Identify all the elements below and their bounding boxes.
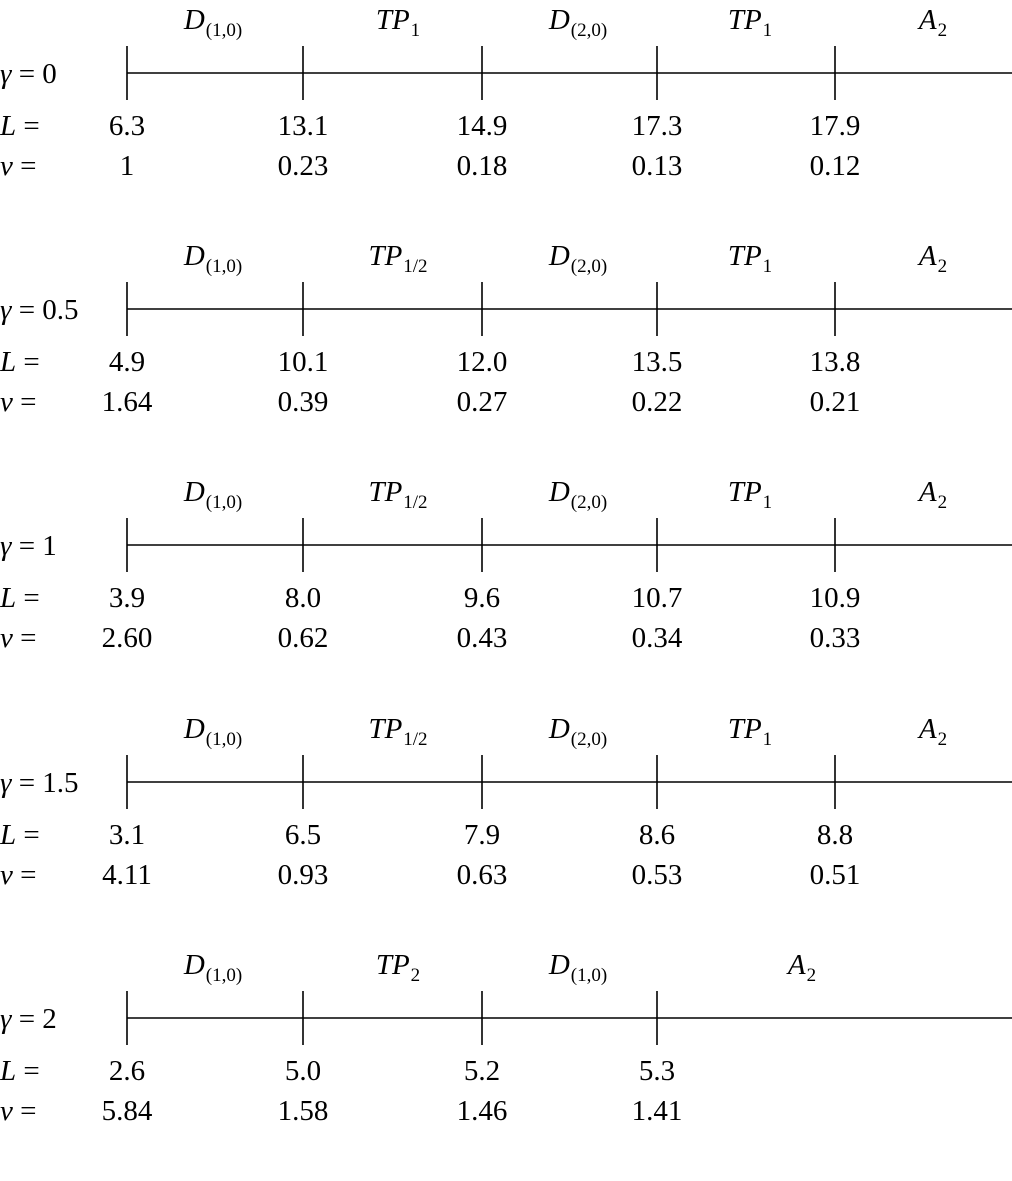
L-value: 7.9 — [463, 819, 501, 851]
nu-value: 0.27 — [456, 386, 508, 418]
phase-subscript: 1 — [762, 20, 773, 41]
equals-sign: = — [16, 1055, 40, 1087]
phase-name: D — [183, 4, 205, 36]
phase-subscript: (2,0) — [570, 492, 608, 513]
L-symbol: L — [0, 582, 17, 614]
L-symbol: L — [0, 819, 17, 851]
gamma-symbol: γ — [0, 767, 12, 799]
L-value: 8.0 — [284, 582, 322, 614]
phase-subscript: (2,0) — [570, 256, 608, 277]
nu-value: 0.62 — [277, 622, 329, 654]
nu-symbol: ν — [0, 150, 13, 182]
nu-row-label — [0, 624, 36, 653]
equals-sign: = — [16, 110, 40, 142]
L-value: 10.7 — [631, 582, 683, 614]
nu-value: 1.41 — [631, 1095, 683, 1127]
nu-value: 0.51 — [809, 859, 861, 891]
phase-name: D — [183, 240, 205, 272]
L-value: 8.6 — [638, 819, 676, 851]
phase-subscript: 1 — [410, 20, 421, 41]
nu-value: 0.63 — [456, 859, 508, 891]
nu-symbol: ν — [0, 1095, 13, 1127]
phase-subscript: 2 — [410, 965, 421, 986]
L-value: 17.3 — [631, 110, 683, 142]
phase-subscript: (2,0) — [570, 729, 608, 750]
phase-axis — [0, 709, 1012, 945]
phase-name: A — [918, 240, 937, 272]
L-value: 13.5 — [631, 346, 683, 378]
phase-subscript: 1/2 — [403, 729, 428, 750]
nu-symbol: ν — [0, 622, 13, 654]
phase-subscript: (1,0) — [205, 492, 243, 513]
gamma-value: 0 — [42, 58, 57, 90]
nu-value: 0.12 — [809, 150, 861, 182]
phase-name: D — [548, 713, 570, 745]
nu-value: 0.33 — [809, 622, 861, 654]
phase-subscript: 2 — [937, 729, 948, 750]
nu-symbol: ν — [0, 386, 13, 418]
phase-name: TP — [727, 240, 762, 272]
L-value: 14.9 — [456, 110, 508, 142]
gamma-panel — [0, 236, 1012, 472]
phase-subscript: (1,0) — [205, 20, 243, 41]
equals-sign: = — [11, 294, 43, 326]
phase-name: A — [918, 4, 937, 36]
nu-row-label — [0, 1097, 36, 1126]
gamma-symbol: γ — [0, 58, 12, 90]
gamma-symbol: γ — [0, 294, 12, 326]
nu-value: 1 — [119, 150, 135, 182]
L-value: 17.9 — [809, 110, 861, 142]
phase-name: D — [548, 949, 570, 981]
L-row-label — [0, 348, 40, 377]
L-value: 9.6 — [463, 582, 501, 614]
phase-subscript: 1/2 — [403, 256, 428, 277]
L-value: 13.1 — [277, 110, 329, 142]
phase-subscript: (1,0) — [205, 256, 243, 277]
nu-row-label — [0, 152, 36, 181]
equals-sign: = — [12, 150, 37, 182]
phase-subscript: 2 — [806, 965, 817, 986]
nu-value: 0.21 — [809, 386, 861, 418]
equals-sign: = — [16, 582, 40, 614]
nu-value: 0.93 — [277, 859, 329, 891]
phase-name: A — [918, 713, 937, 745]
gamma-panel — [0, 0, 1012, 236]
nu-value: 1.58 — [277, 1095, 329, 1127]
nu-value: 4.11 — [102, 859, 152, 891]
equals-sign: = — [11, 767, 43, 799]
phase-name: D — [548, 240, 570, 272]
L-value: 5.3 — [638, 1055, 676, 1087]
phase-name: D — [183, 476, 205, 508]
nu-value: 0.43 — [456, 622, 508, 654]
phase-name: D — [183, 713, 205, 745]
L-symbol: L — [0, 346, 17, 378]
phase-subscript: (1,0) — [205, 965, 243, 986]
phase-name: TP — [368, 240, 403, 272]
L-value: 3.9 — [108, 582, 146, 614]
nu-symbol: ν — [0, 859, 13, 891]
phase-subscript: (1,0) — [570, 965, 608, 986]
phase-name: A — [787, 949, 806, 981]
L-value: 10.9 — [809, 582, 861, 614]
nu-value: 0.53 — [631, 859, 683, 891]
L-symbol: L — [0, 1055, 17, 1087]
phase-name: TP — [375, 4, 410, 36]
phase-subscript: 2 — [937, 20, 948, 41]
phase-name: A — [918, 476, 937, 508]
phase-name: TP — [375, 949, 410, 981]
gamma-value: 0.5 — [42, 294, 79, 326]
L-row-label — [0, 821, 40, 850]
nu-value: 0.23 — [277, 150, 329, 182]
phase-subscript: (2,0) — [570, 20, 608, 41]
nu-value: 1.64 — [101, 386, 153, 418]
gamma-panel — [0, 709, 1012, 945]
phase-name: TP — [727, 476, 762, 508]
gamma-symbol: γ — [0, 1003, 12, 1035]
L-row-label — [0, 112, 40, 141]
L-value: 10.1 — [277, 346, 329, 378]
L-value: 4.9 — [108, 346, 146, 378]
phase-subscript: 1/2 — [403, 492, 428, 513]
L-value: 8.8 — [816, 819, 854, 851]
phase-name: D — [548, 476, 570, 508]
L-value: 3.1 — [108, 819, 146, 851]
phase-subscript: (1,0) — [205, 729, 243, 750]
nu-value: 0.18 — [456, 150, 508, 182]
nu-value: 0.34 — [631, 622, 683, 654]
equals-sign: = — [12, 1095, 37, 1127]
L-row-label — [0, 1057, 40, 1086]
nu-value: 0.13 — [631, 150, 683, 182]
L-value: 6.5 — [284, 819, 322, 851]
L-value: 5.0 — [284, 1055, 322, 1087]
phase-subscript: 1 — [762, 492, 773, 513]
equals-sign: = — [16, 346, 40, 378]
equals-sign: = — [11, 1003, 43, 1035]
phase-axis — [0, 945, 1012, 1181]
phase-subscript: 1 — [762, 729, 773, 750]
phase-name: D — [548, 4, 570, 36]
equals-sign: = — [11, 58, 43, 90]
equals-sign: = — [12, 622, 37, 654]
equals-sign: = — [12, 859, 37, 891]
gamma-value: 2 — [42, 1003, 57, 1035]
nu-value: 0.22 — [631, 386, 683, 418]
equals-sign: = — [11, 530, 43, 562]
phase-name: TP — [368, 713, 403, 745]
nu-value: 2.60 — [101, 622, 153, 654]
nu-value: 5.84 — [101, 1095, 153, 1127]
nu-row-label — [0, 388, 36, 417]
equals-sign: = — [12, 386, 37, 418]
L-symbol: L — [0, 110, 17, 142]
phase-name: TP — [727, 713, 762, 745]
nu-row-label — [0, 861, 36, 890]
phase-name: D — [183, 949, 205, 981]
L-row-label — [0, 584, 40, 613]
gamma-value: 1 — [42, 530, 57, 562]
L-value: 2.6 — [108, 1055, 146, 1087]
gamma-symbol: γ — [0, 530, 12, 562]
phase-subscript: 1 — [762, 256, 773, 277]
nu-value: 0.39 — [277, 386, 329, 418]
L-value: 6.3 — [108, 110, 146, 142]
gamma-panel — [0, 945, 1012, 1181]
L-value: 12.0 — [456, 346, 508, 378]
gamma-panel — [0, 472, 1012, 708]
nu-value: 1.46 — [456, 1095, 508, 1127]
L-value: 5.2 — [463, 1055, 501, 1087]
phase-name: TP — [727, 4, 762, 36]
gamma-value: 1.5 — [42, 767, 79, 799]
phase-subscript: 2 — [937, 256, 948, 277]
phase-subscript: 2 — [937, 492, 948, 513]
equals-sign: = — [16, 819, 40, 851]
phase-name: TP — [368, 476, 403, 508]
L-value: 13.8 — [809, 346, 861, 378]
